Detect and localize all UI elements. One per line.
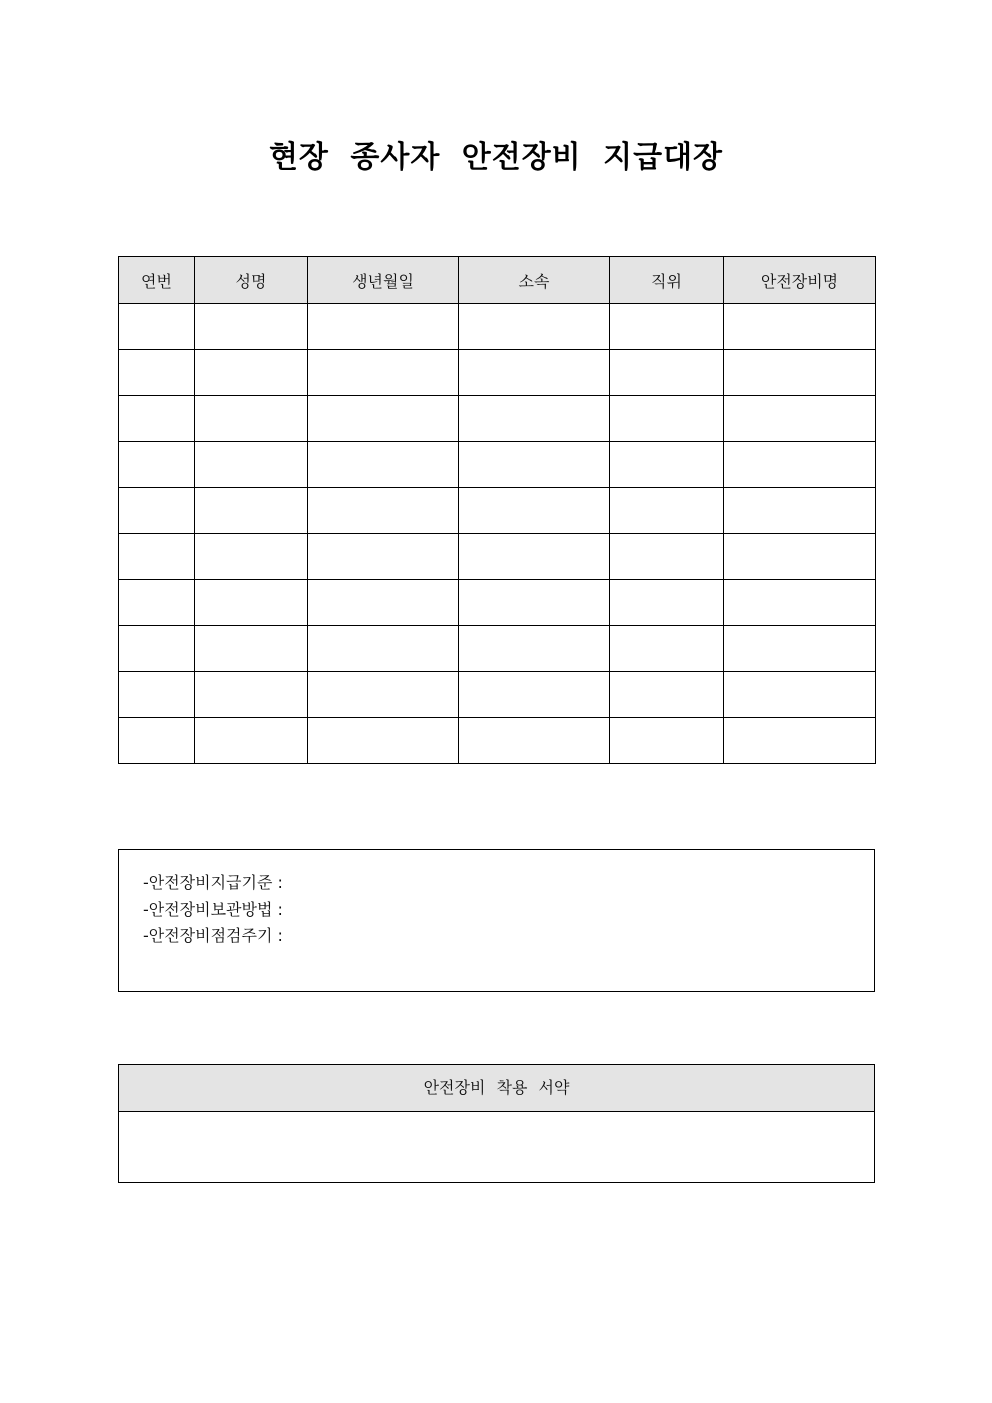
- cell-name[interactable]: [195, 580, 308, 626]
- table-header-row: [119, 257, 876, 304]
- cell-birthdate[interactable]: [308, 534, 459, 580]
- cell-department[interactable]: [459, 534, 610, 580]
- cell-position[interactable]: [610, 350, 724, 396]
- cell-birthdate[interactable]: [308, 672, 459, 718]
- table-row: [119, 488, 876, 534]
- cell-name[interactable]: [195, 672, 308, 718]
- header-position: 직위: [610, 257, 724, 304]
- cell-equipment-name[interactable]: [724, 718, 876, 764]
- note-storage-method: -안전장비보관방법 :: [143, 899, 283, 919]
- cell-equipment-name[interactable]: [724, 626, 876, 672]
- cell-equipment-name[interactable]: [724, 350, 876, 396]
- cell-position[interactable]: [610, 396, 724, 442]
- cell-serial-no[interactable]: [119, 488, 195, 534]
- cell-equipment-name[interactable]: [724, 580, 876, 626]
- signature-section: [118, 1064, 875, 1183]
- cell-department[interactable]: [459, 626, 610, 672]
- cell-serial-no[interactable]: [119, 396, 195, 442]
- cell-equipment-name[interactable]: [724, 442, 876, 488]
- cell-birthdate[interactable]: [308, 304, 459, 350]
- cell-department[interactable]: [459, 718, 610, 764]
- cell-position[interactable]: [610, 304, 724, 350]
- register-table: [118, 256, 876, 764]
- cell-birthdate[interactable]: [308, 580, 459, 626]
- notes-box: [118, 849, 875, 992]
- cell-position[interactable]: [610, 442, 724, 488]
- cell-birthdate[interactable]: [308, 488, 459, 534]
- cell-serial-no[interactable]: [119, 534, 195, 580]
- cell-name[interactable]: [195, 488, 308, 534]
- cell-equipment-name[interactable]: [724, 672, 876, 718]
- cell-position[interactable]: [610, 534, 724, 580]
- cell-birthdate[interactable]: [308, 442, 459, 488]
- cell-department[interactable]: [459, 304, 610, 350]
- cell-department[interactable]: [459, 580, 610, 626]
- cell-equipment-name[interactable]: [724, 488, 876, 534]
- cell-position[interactable]: [610, 718, 724, 764]
- cell-name[interactable]: [195, 626, 308, 672]
- cell-birthdate[interactable]: [308, 350, 459, 396]
- signature-header: 안전장비 착용 서약: [119, 1065, 874, 1112]
- note-inspection-cycle: -안전장비점검주기 :: [143, 926, 283, 945]
- cell-birthdate[interactable]: [308, 626, 459, 672]
- table-row: [119, 580, 876, 626]
- header-birthdate: 생년월일: [308, 257, 459, 304]
- table-row: [119, 672, 876, 718]
- cell-serial-no[interactable]: [119, 626, 195, 672]
- cell-equipment-name[interactable]: [724, 304, 876, 350]
- header-department: 소속: [459, 257, 610, 304]
- cell-name[interactable]: [195, 442, 308, 488]
- cell-serial-no[interactable]: [119, 442, 195, 488]
- table-row: [119, 304, 876, 350]
- cell-serial-no[interactable]: [119, 672, 195, 718]
- cell-name[interactable]: [195, 718, 308, 764]
- cell-name[interactable]: [195, 304, 308, 350]
- page-title: 현장 종사자 안전장비 지급대장: [268, 140, 724, 175]
- signature-area[interactable]: [119, 1112, 874, 1182]
- cell-position[interactable]: [610, 488, 724, 534]
- cell-name[interactable]: [195, 396, 308, 442]
- table-row: [119, 396, 876, 442]
- cell-department[interactable]: [459, 488, 610, 534]
- cell-serial-no[interactable]: [119, 304, 195, 350]
- cell-birthdate[interactable]: [308, 396, 459, 442]
- header-equipment-name: 안전장비명: [724, 257, 876, 304]
- cell-position[interactable]: [610, 580, 724, 626]
- cell-position[interactable]: [610, 672, 724, 718]
- cell-birthdate[interactable]: [308, 718, 459, 764]
- cell-department[interactable]: [459, 350, 610, 396]
- cell-department[interactable]: [459, 442, 610, 488]
- cell-serial-no[interactable]: [119, 580, 195, 626]
- cell-equipment-name[interactable]: [724, 396, 876, 442]
- cell-department[interactable]: [459, 672, 610, 718]
- cell-position[interactable]: [610, 626, 724, 672]
- table-row: [119, 534, 876, 580]
- cell-equipment-name[interactable]: [724, 534, 876, 580]
- table-row: [119, 442, 876, 488]
- table-row: [119, 718, 876, 764]
- table-row: [119, 626, 876, 672]
- cell-name[interactable]: [195, 350, 308, 396]
- header-serial-no: 연번: [119, 257, 195, 304]
- header-name: 성명: [195, 257, 308, 304]
- table-row: [119, 350, 876, 396]
- cell-serial-no[interactable]: [119, 718, 195, 764]
- cell-serial-no[interactable]: [119, 350, 195, 396]
- cell-department[interactable]: [459, 396, 610, 442]
- cell-name[interactable]: [195, 534, 308, 580]
- note-issue-criteria: -안전장비지급기준 :: [143, 873, 283, 892]
